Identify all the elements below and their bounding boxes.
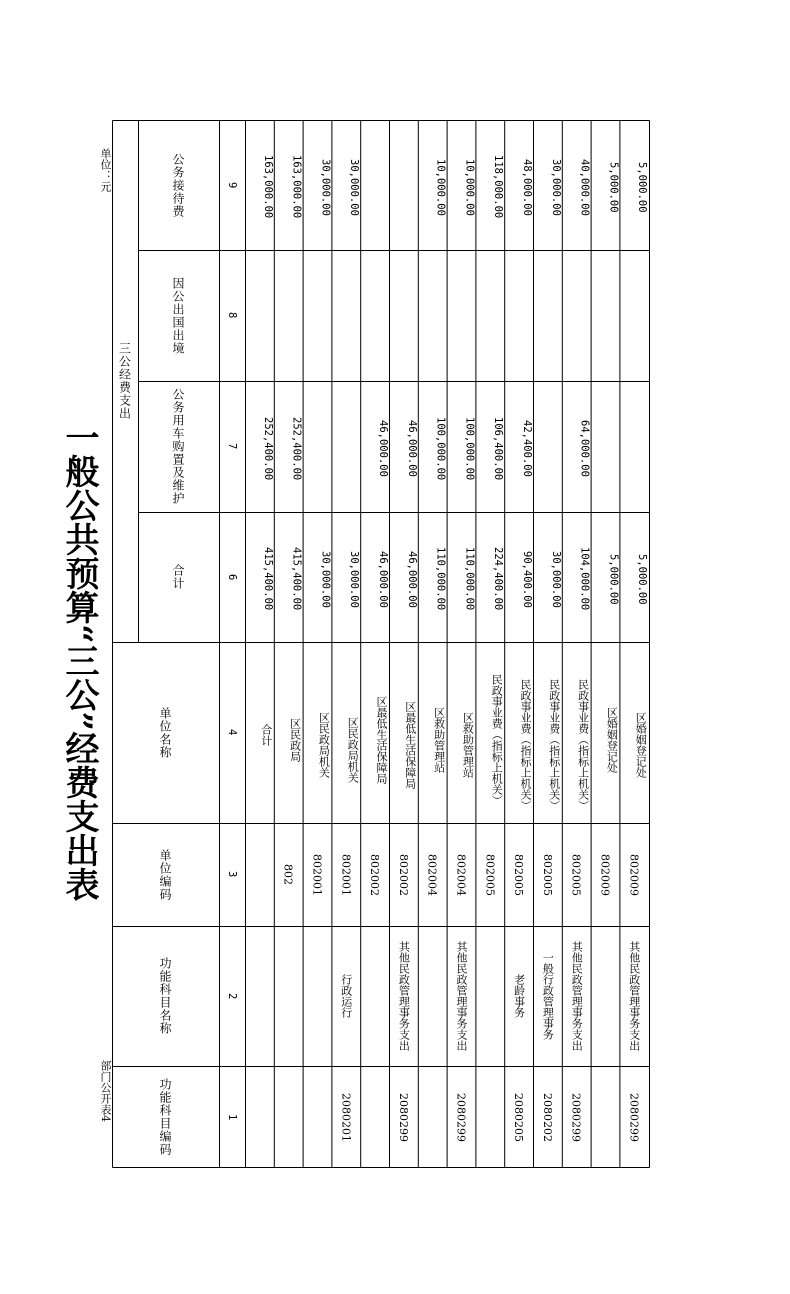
column-header-total: 合计: [171, 564, 185, 590]
row-func-code: 2080299: [627, 1092, 641, 1142]
row-abroad: [533, 250, 562, 381]
row-unit-code: 802005: [569, 853, 583, 896]
row-total: 30,000.00: [348, 550, 361, 608]
row-unit-code: 802001: [339, 853, 353, 896]
row-abroad: [418, 250, 447, 381]
row-unit-code: 802005: [540, 853, 554, 896]
row-reception: 163,000.00: [290, 155, 303, 219]
row-abroad: [475, 250, 504, 381]
row-func-code: 2080299: [396, 1092, 410, 1142]
row-func-name: 其他民政管理事务支出: [627, 941, 641, 1051]
row-reception: 30,000.00: [348, 158, 361, 216]
row-total: 415,400.00: [261, 547, 274, 611]
column-number: 1: [226, 1113, 238, 1121]
column-header-vehicle: 公务用车购置及维护: [171, 388, 185, 505]
row-func-name: 行政运行: [339, 974, 353, 1018]
row-func-code: [360, 1066, 389, 1168]
row-func-name: 其他民政管理事务支出: [570, 941, 584, 1051]
column-header-reception: 公务接待费: [171, 152, 185, 218]
row-reception: 30,000.00: [319, 158, 332, 216]
column-number: 7: [226, 443, 238, 450]
row-vehicle: 64,000.00: [578, 420, 591, 477]
row-total: 5,000.00: [607, 553, 620, 605]
row-func-name: 其他民政管理事务支出: [455, 941, 468, 1051]
row-func-name: [245, 926, 274, 1066]
row-unit-name: 民政事业费（指标上机关）: [576, 678, 590, 811]
row-unit-code: 802005: [483, 853, 497, 896]
row-reception: 118,000.00: [492, 155, 505, 219]
row-func-code: [475, 1066, 504, 1168]
row-reception: 5,000.00: [607, 161, 620, 213]
row-total: 110,000.00: [434, 547, 447, 611]
row-func-code: 2080201: [339, 1092, 353, 1142]
row-total: 415,400.00: [290, 547, 303, 611]
column-number: 8: [226, 312, 238, 319]
row-unit-name: 区婚姻登记处: [634, 711, 648, 778]
row-unit-name: 区救助管理站: [432, 706, 446, 773]
row-func-code: [418, 1066, 447, 1168]
row-func-name: [475, 926, 504, 1066]
row-vehicle: [331, 381, 360, 512]
row-total: 224,400.00: [492, 547, 505, 611]
row-unit-code: 802004: [425, 853, 439, 896]
row-vehicle: [591, 381, 620, 512]
row-abroad: [245, 250, 274, 381]
row-total: 104,000.00: [578, 547, 591, 611]
column-header-unit-name: 单位名称: [158, 706, 172, 759]
page-title: 一般公共预算“三公”经费支出表: [59, 420, 99, 902]
row-unit-name: 区婚姻登记处: [605, 706, 619, 773]
row-func-code: [303, 1066, 332, 1168]
row-unit-name: 区最低生活保障局: [403, 700, 417, 789]
column-number: 3: [226, 871, 238, 878]
row-reception: 30,000.00: [549, 158, 562, 216]
row-unit-name: 区民政局机关: [317, 711, 331, 778]
row-reception: 48,000.00: [520, 158, 533, 216]
row-abroad: [504, 250, 533, 381]
column-header-unit-code: 单位编码: [158, 848, 172, 901]
row-reception: 40,000.00: [578, 158, 591, 216]
row-vehicle: 46,000.00: [376, 420, 389, 477]
row-abroad: [562, 250, 591, 381]
row-vehicle: 252,400.00: [261, 416, 274, 481]
row-abroad: [389, 250, 418, 381]
row-func-name: 其他民政管理事务支出: [397, 941, 411, 1051]
row-vehicle: [533, 381, 562, 512]
column-number: 9: [226, 181, 238, 189]
row-reception: [389, 120, 418, 250]
row-total: 90,400.00: [520, 550, 533, 608]
row-func-name: [591, 926, 620, 1066]
unit-label: 单位：元: [99, 148, 112, 192]
row-reception: 163,000.00: [261, 155, 274, 219]
row-unit-name: 民政事业费（指标上机关）: [547, 678, 561, 811]
row-abroad: [303, 250, 332, 381]
row-vehicle: 46,000.00: [405, 420, 418, 477]
row-unit-code: [245, 823, 274, 926]
column-number: 2: [226, 992, 238, 1000]
row-vehicle: [303, 381, 332, 512]
row-unit-code: 802001: [310, 853, 324, 896]
row-reception: 10,000.00: [434, 158, 447, 216]
row-vehicle: 100,000.00: [463, 416, 476, 481]
row-vehicle: 100,000.00: [434, 416, 447, 481]
column-header-func-code: 功能科目编码: [158, 1078, 172, 1156]
column-header-func-name: 功能科目名称: [158, 957, 172, 1035]
row-abroad: [619, 250, 648, 381]
row-total: 46,000.00: [376, 550, 389, 608]
row-func-code: 2080205: [512, 1092, 526, 1142]
row-func-code: [274, 1066, 303, 1168]
row-unit-name: 民政事业费（指标上机关）: [490, 673, 504, 806]
row-unit-name: 区救助管理站: [461, 711, 475, 778]
row-unit-name: 区民政局: [288, 717, 302, 762]
row-total: 30,000.00: [549, 550, 562, 608]
row-reception: 10,000.00: [463, 158, 476, 216]
row-abroad: [591, 250, 620, 381]
row-vehicle: 42,400.00: [520, 420, 533, 477]
row-total: 110,000.00: [463, 547, 476, 611]
table-note: 部门公开表4: [99, 1060, 112, 1122]
row-func-name: [360, 926, 389, 1066]
row-unit-name: 合计: [259, 723, 273, 746]
column-header-abroad: 因公出国出境: [171, 276, 185, 355]
row-unit-code: 802004: [454, 853, 468, 896]
row-vehicle: 106,400.00: [492, 416, 505, 481]
column-number: 6: [226, 573, 238, 581]
row-unit-name: 区最低生活保障局: [374, 695, 388, 784]
row-func-name: [418, 926, 447, 1066]
row-total: 30,000.00: [319, 550, 332, 608]
expense-table: [112, 120, 650, 1168]
row-func-name: 一般行政管理事务: [541, 952, 555, 1040]
row-unit-name: 区民政局机关: [346, 716, 360, 783]
row-abroad: [360, 250, 389, 381]
row-unit-code: 802009: [598, 853, 612, 896]
row-unit-code: 802: [281, 864, 295, 885]
row-abroad: [331, 250, 360, 381]
row-func-name: [274, 926, 303, 1066]
column-number: 4: [226, 729, 238, 736]
row-abroad: [274, 250, 303, 381]
row-total: 46,000.00: [405, 550, 418, 608]
row-vehicle: 252,400.00: [290, 416, 303, 481]
row-func-code: [245, 1066, 274, 1168]
row-reception: 5,000.00: [636, 161, 649, 213]
row-func-name: [303, 926, 332, 1066]
row-func-code: 2080299: [454, 1092, 468, 1142]
row-unit-code: 802009: [627, 853, 641, 896]
row-func-name: 老龄事务: [512, 974, 526, 1018]
row-unit-code: 802002: [368, 853, 382, 896]
row-func-code: 2080299: [569, 1092, 583, 1142]
row-reception: [360, 120, 389, 250]
row-vehicle: [619, 381, 648, 512]
row-unit-code: 802005: [512, 853, 526, 896]
group-header-sangong: 三公经费支出: [117, 342, 132, 420]
row-total: 5,000.00: [636, 553, 649, 605]
row-unit-code: 802002: [396, 853, 410, 896]
row-func-code: 2080202: [540, 1092, 554, 1142]
row-func-code: [591, 1066, 620, 1168]
row-unit-name: 民政事业费（指标上机关）: [518, 678, 532, 811]
row-abroad: [447, 250, 476, 381]
